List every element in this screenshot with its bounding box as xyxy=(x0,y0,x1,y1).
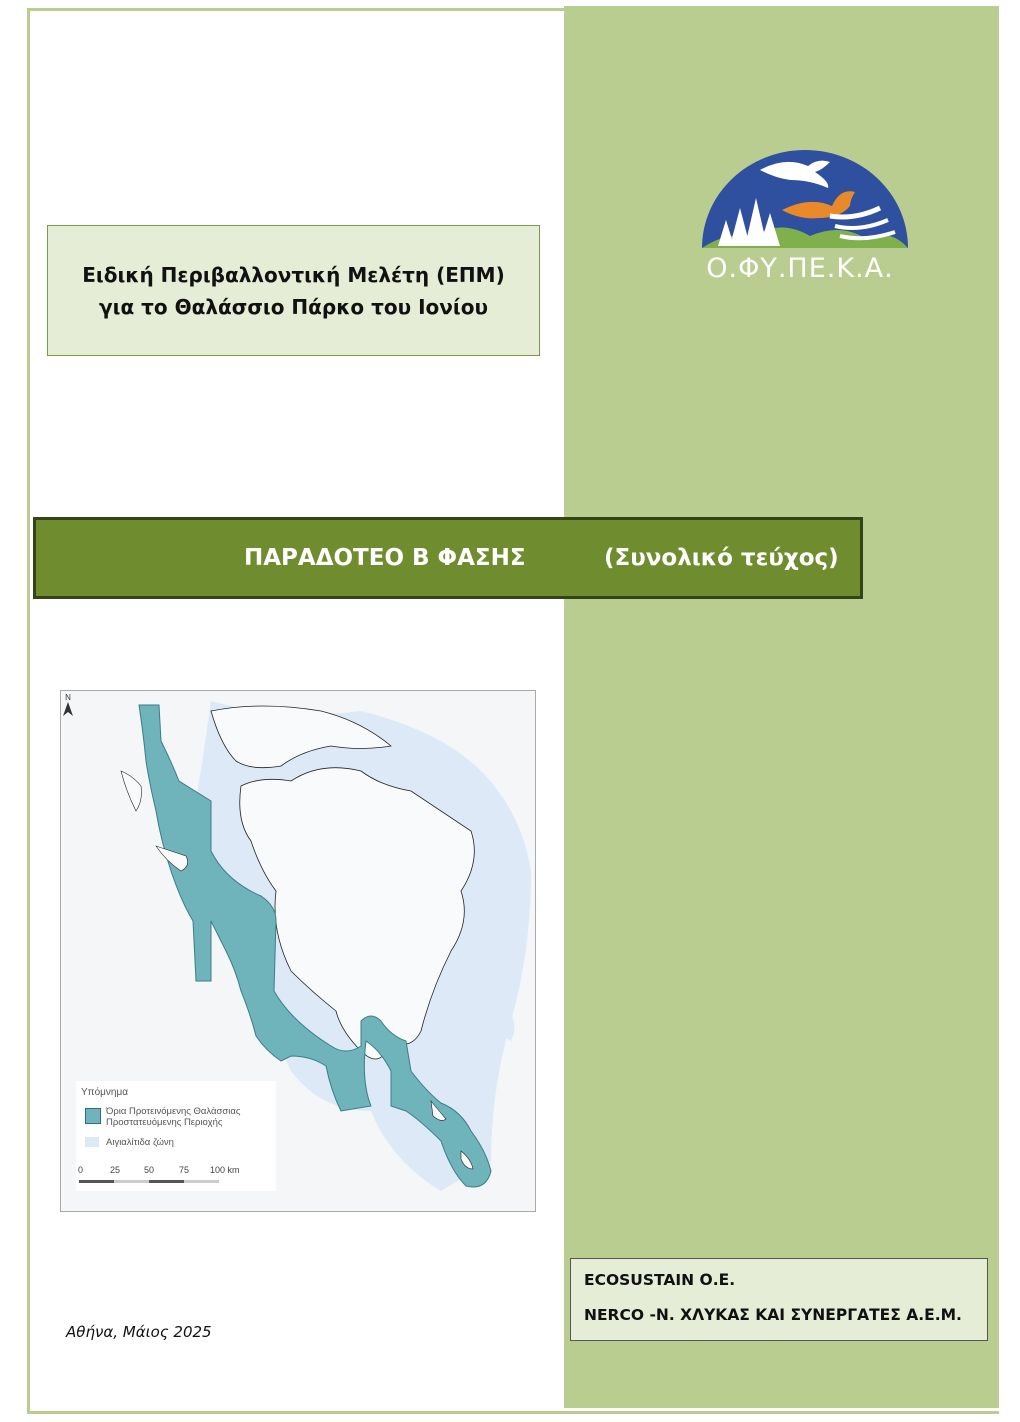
banner-subtitle: (Συνολικό τεύχος) xyxy=(604,545,839,571)
legend-label-coastal-zone: Αιγιαλίτιδα ζώνη xyxy=(106,1137,174,1148)
title-box xyxy=(47,225,540,356)
date-place: Αθήνα, Μάιος 2025 xyxy=(66,1323,212,1341)
legend-label-mpa: Όρια Προτεινόμενης Θαλάσσιας Προστατευόμενης Περιοχής xyxy=(106,1106,241,1128)
deliverable-banner xyxy=(33,517,863,599)
scale-label: 50 xyxy=(144,1165,155,1175)
logo-text: Ο.ΦΥ.ΠΕ.Κ.Α. xyxy=(706,253,894,284)
legend-swatch-coastal-zone xyxy=(85,1137,99,1147)
scale-bar xyxy=(79,1180,219,1183)
scale-label: 100 km xyxy=(210,1165,240,1175)
svg-text:N: N xyxy=(65,693,71,702)
legend-swatch-mpa xyxy=(85,1108,101,1124)
title-line-2: για το Θαλάσσιο Πάρκο του Ιονίου xyxy=(99,294,488,319)
scale-labels xyxy=(76,1165,276,1177)
company-1: ECOSUSTAIN Ο.Ε. xyxy=(584,1271,736,1289)
banner-title: ΠΑΡΑΔΟΤΕΟ Β ΦΑΣΗΣ xyxy=(244,545,526,571)
scale-label: 75 xyxy=(179,1165,190,1175)
scale-label: 0 xyxy=(78,1165,84,1175)
scale-label: 25 xyxy=(110,1165,121,1175)
map-legend xyxy=(76,1081,276,1191)
north-arrow-icon xyxy=(61,691,75,717)
title-line-1: Ειδική Περιβαλλοντική Μελέτη (ΕΠΜ) xyxy=(82,262,505,287)
company-2: NERCO -Ν. ΧΛΥΚΑΣ ΚΑΙ ΣΥΝΕΡΓΑΤΕΣ Α.Ε.Μ. xyxy=(584,1306,962,1324)
map-image xyxy=(60,690,536,1212)
legend-title: Υπόμνημα xyxy=(81,1087,128,1098)
authors-box xyxy=(570,1258,988,1341)
